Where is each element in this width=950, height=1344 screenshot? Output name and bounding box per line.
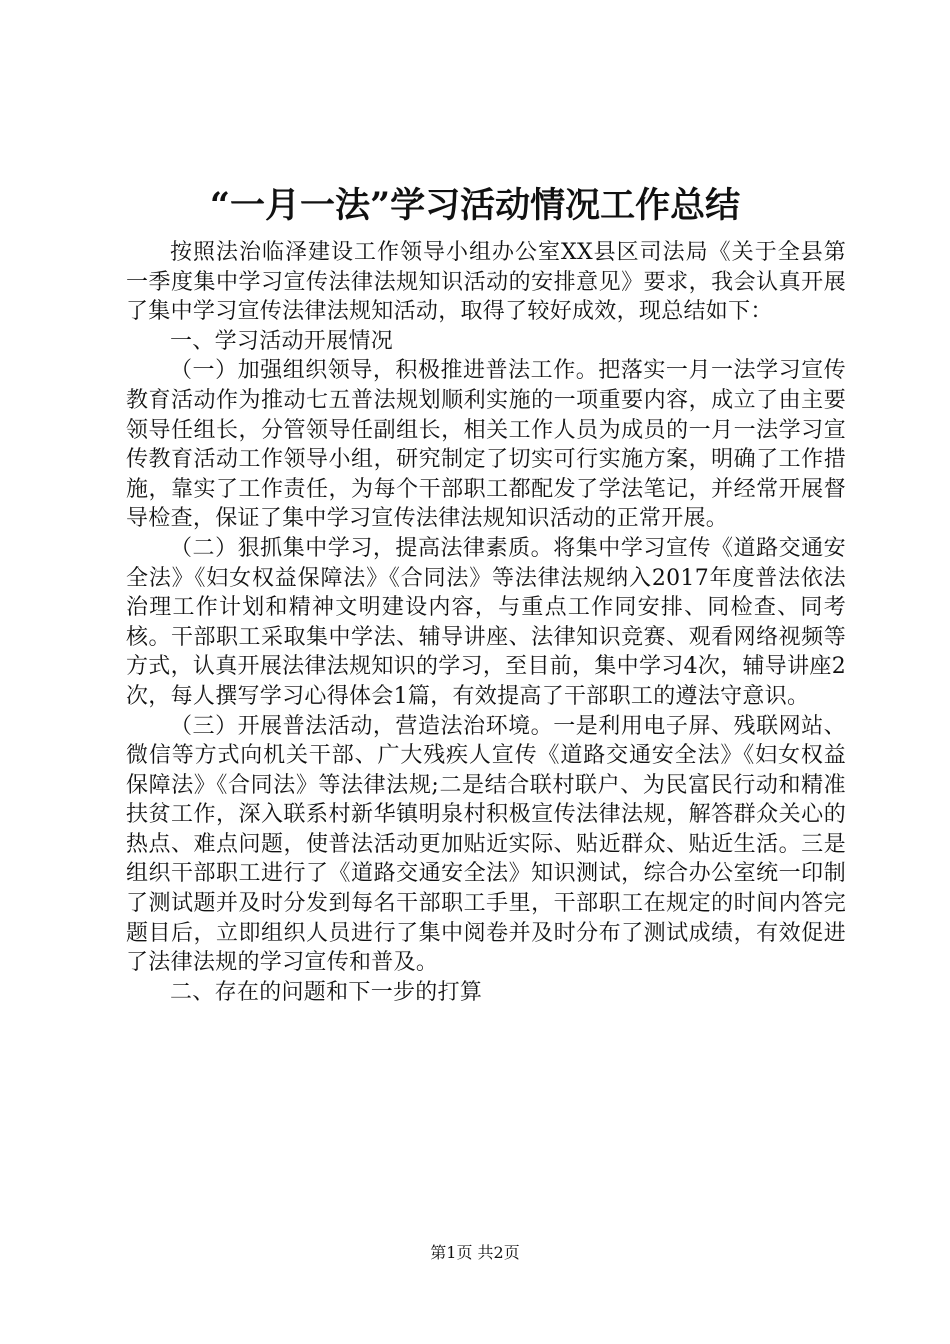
section-heading-1: 一、学习活动开展情况 — [170, 328, 394, 354]
paragraph-study: （二）狠抓集中学习，提高法律素质。将集中学习宣传《道路交通安全法》《妇女权益保障法》《合同法》等法律法规纳入2017年度普法依法治理工作计划和精神文明建设内容，与重点工作同安排、同检查、同考核。干部职工采取集中学法、辅导讲座、法律知识竞赛、观看网络视频等方式，认真开展法律法规知识的学习，至目前，集中学习4次，辅导讲座2次，每人撰写学习心得体会1篇，有效提高了干部职工的遵法守意识。 — [126, 535, 846, 709]
paragraph-activities: （三）开展普法活动，营造法治环境。一是利用电子屏、残联网站、微信等方式向机关干部、广大残疾人宣传《道路交通安全法》《妇女权益保障法》《合同法》等法律法规;二是结合联村联户、为民富民行动和精准扶贫工作，深入联系村新华镇明泉村积极宣传法律法规，解答群众关心的热点、难点问题，使普法活动更加贴近实际、贴近群众、贴近生活。三是组织干部职工进行了《道路交通安全法》知识测试，综合办公室统一印制了测试题并及时分发到每名干部职工手里，干部职工在规定的时间内答完题目后，立即组织人员进行了集中阅卷并及时分布了测试成绩，有效促进了法律法规的学习宣传和普及。 — [126, 713, 846, 976]
intro-paragraph: 按照法治临泽建设工作领导小组办公室XX县区司法局《关于全县第一季度集中学习宣传法律法规知识活动的安排意见》要求，我会认真开展了集中学习宣传法律法规知活动，取得了较好成效，现总结如下： — [126, 240, 846, 325]
page-number-footer: 第1页 共2页 — [430, 1243, 520, 1262]
document-body — [126, 238, 846, 1007]
document-title: “一月一法”学习活动情况工作总结 — [209, 185, 741, 226]
paragraph-organization: （一）加强组织领导，积极推进普法工作。把落实一月一法学习宣传教育活动作为推动七五普法规划顺利实施的一项重要内容，成立了由主要领导任组长，分管领导任副组长，相关工作人员为成员的一月一法学习宣传教育活动工作领导小组，研究制定了切实可行实施方案，明确了工作措施，靠实了工作责任，为每个干部职工都配发了学法笔记，并经常开展督导检查，保证了集中学习宣传法律法规知识活动的正常开展。 — [126, 358, 846, 532]
section-heading-2: 二、存在的问题和下一步的打算 — [170, 979, 483, 1005]
